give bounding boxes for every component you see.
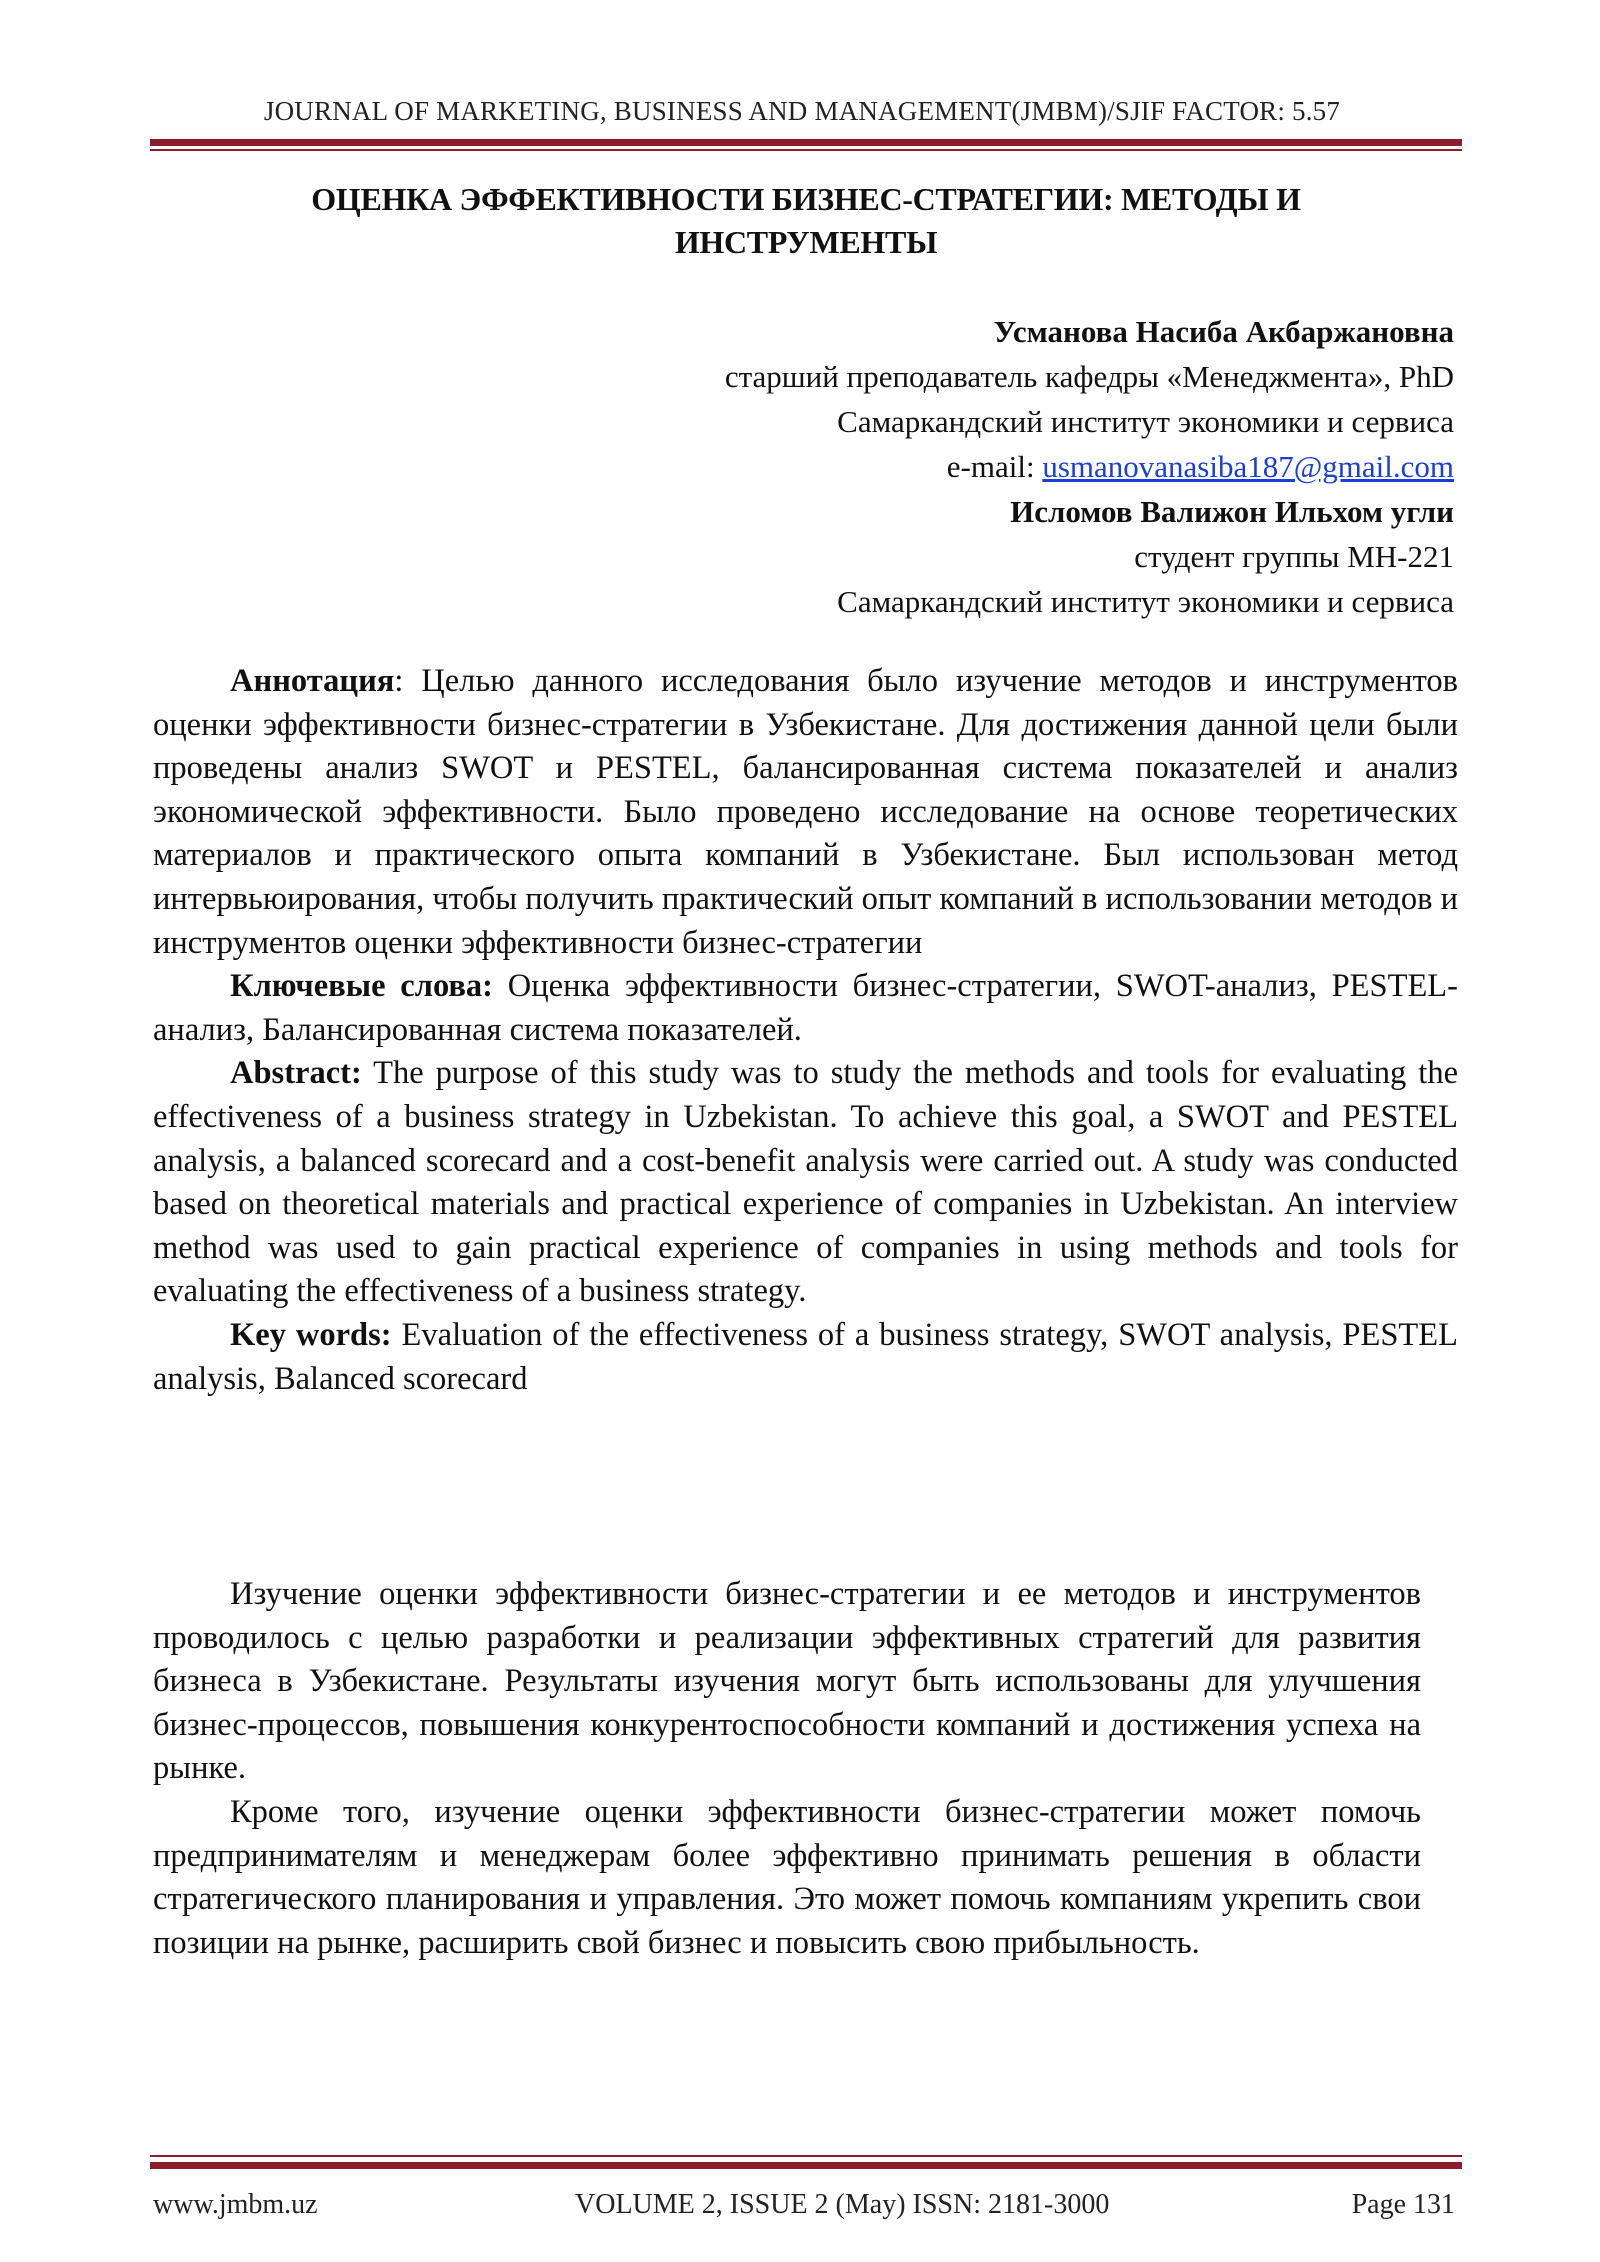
keywords-en-text: Evaluation of the effectiveness of a business strategy, SWOT analysis, PESTEL analysis, Balanced scorecard — [153, 1316, 1458, 1397]
footer-website[interactable]: www.jmbm.uz — [153, 2189, 318, 2220]
keywords-en-paragraph — [153, 1314, 1458, 1401]
title-line-1: ОЦЕНКА ЭФФЕКТИВНОСТИ БИЗНЕС-СТРАТЕГИИ: МЕТОДЫ И — [311, 181, 1301, 217]
author-1-email-line — [354, 444, 1454, 489]
footer-page-number: Page 131 — [1351, 2189, 1455, 2220]
author-2-position: студент группы МН-221 — [1134, 539, 1454, 574]
body-section — [153, 1573, 1421, 1965]
annotation-label: Аннотация — [230, 663, 395, 699]
author-1-position: старший преподаватель кафедры «Менеджмента», PhD — [724, 359, 1454, 394]
keywords-en-label: Key words: — [230, 1316, 392, 1353]
abstract-section — [153, 660, 1458, 1401]
keywords-ru-paragraph — [153, 965, 1458, 1052]
article-title — [150, 178, 1462, 264]
footer-rule-thick — [150, 2162, 1462, 2169]
email-label: e-mail: — [946, 449, 1043, 484]
title-line-2: ИНСТРУМЕНТЫ — [674, 224, 938, 260]
header-rule-thin — [150, 149, 1462, 151]
abstract-paragraph — [153, 1052, 1458, 1314]
body-paragraph-2: Кроме того, изучение оценки эффективности бизнес-стратегии может помочь предпринимателям и менеджерам более эффективно принимать решения в области стратегического планирования и управления. Это может помочь компаниям укрепить свои позиции на рынке, расширить свой бизнес и повысить свою прибыльность. — [153, 1793, 1421, 1961]
footer-volume: VOLUME 2, ISSUE 2 (May) ISSN: 2181-3000 — [575, 2189, 1110, 2220]
abstract-text: The purpose of this study was to study the methods and tools for evaluating the effectiveness of a business strategy in Uzbekistan. To achieve this goal, a SWOT and PESTEL analysis, a balanced scorecard and a cost-benefit analysis were carried out. A study was conducted based on theoretical materials and practical experience of companies in Uzbekistan. An interview method was used to gain practical experience of companies in using methods and tools for evaluating the effectiveness of a business strategy. — [153, 1055, 1458, 1310]
abstract-label: Abstract: — [230, 1055, 362, 1092]
author-2-name: Исломов Валижон Ильхом угли — [1010, 494, 1454, 529]
journal-header: JOURNAL OF MARKETING, BUSINESS AND MANAGEMENT(JMBM)/SJIF FACTOR: 5.57 — [263, 96, 1341, 126]
author-1-institution: Самаркандский институт экономики и сервиса — [837, 404, 1454, 439]
annotation-text: : Целью данного исследования было изучение методов и инструментов оценки эффективности бизнес-стратегии в Узбекистане. Для достижения данной цели были проведены анализ SWOT и PESTEL, балансированная система показателей и анализ экономической эффективности. Было проведено исследование на основе теоретических материалов и практического опыта компаний в Узбекистане. Был использован метод интервьюирования, чтобы получить практический опыт компаний в использовании методов и инструментов оценки эффективности бизнес-стратегии — [153, 663, 1458, 961]
keywords-ru-text: Оценка эффективности бизнес-стратегии, SWOT-анализ, PESTEL-анализ, Балансированная система показателей. — [153, 968, 1458, 1048]
author-2-institution: Самаркандский институт экономики и сервиса — [837, 584, 1454, 619]
annotation-paragraph — [153, 660, 1458, 965]
keywords-ru-label: Ключевые слова: — [230, 968, 494, 1005]
footer-rule-thin — [150, 2155, 1462, 2157]
author-block — [354, 309, 1454, 624]
author-1-name: Усманова Насиба Акбаржановна — [993, 314, 1454, 349]
author-1-email-link[interactable]: usmanovanasiba187@gmail.com — [1042, 449, 1454, 484]
body-paragraph-1: Изучение оценки эффективности бизнес-стратегии и ее методов и инструментов проводилось с целью разработки и реализации эффективных стратегий для развития бизнеса в Узбекистане. Результаты изучения могут быть использованы для улучшения бизнес-процессов, повышения конкурентоспособности компаний и достижения успеха на рынке. — [153, 1576, 1421, 1787]
header-rule-thick — [150, 139, 1462, 146]
